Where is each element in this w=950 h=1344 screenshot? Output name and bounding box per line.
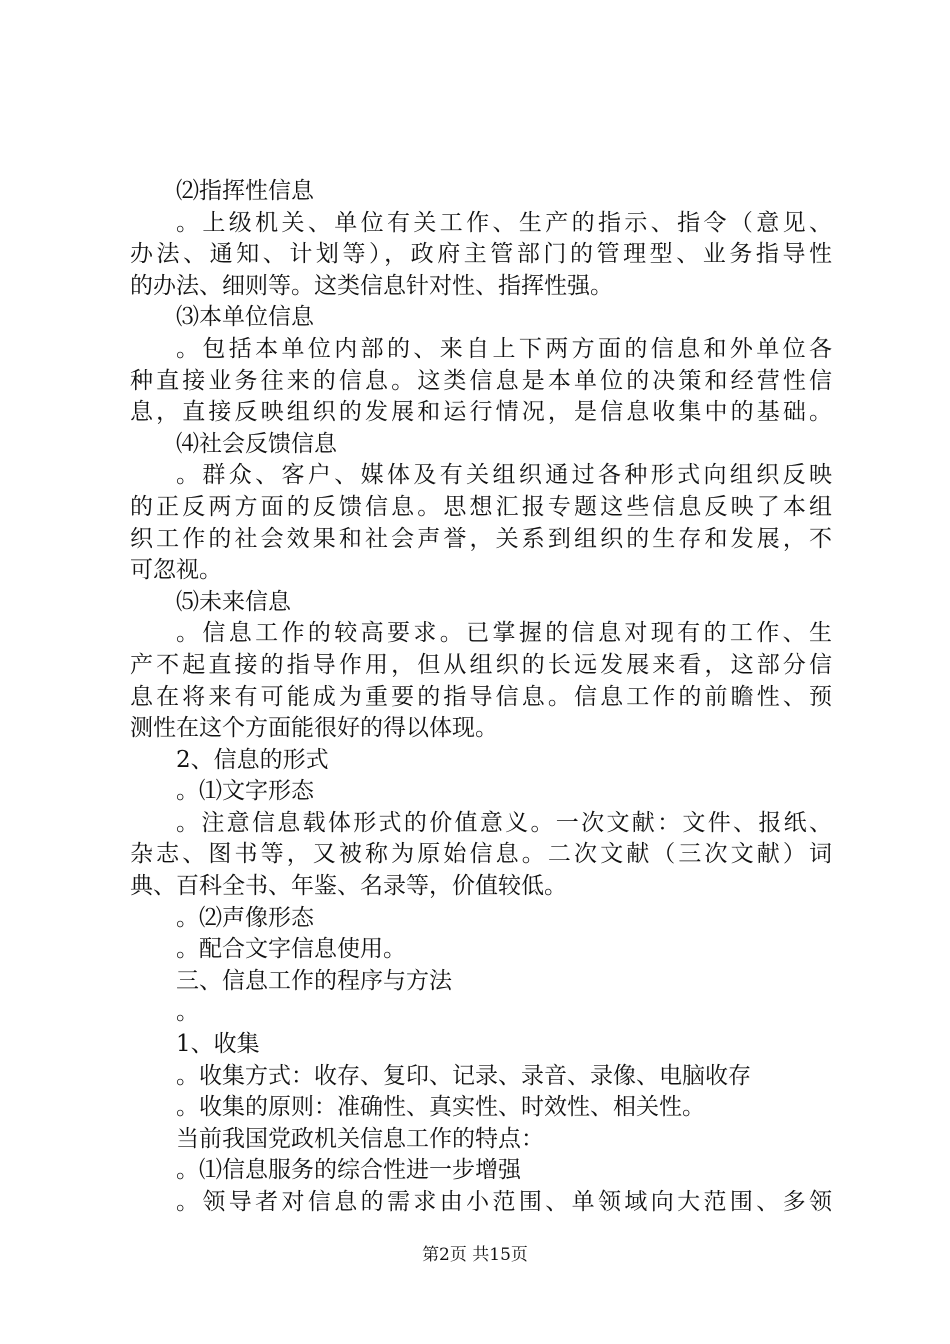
paragraph-line: 种直接业务往来的信息。这类信息是本单位的决策和经营性信 [130, 367, 832, 394]
paragraph-line: 。注意信息载体形式的价值意义。一次文献：文件、报纸、 [176, 809, 832, 836]
subsection-heading: 。⑵声像形态 [176, 904, 314, 931]
section-heading: ⑸未来信息 [176, 588, 291, 615]
section-heading: 2、信息的形式 [176, 746, 329, 773]
paragraph-line: 。包括本单位内部的、来自上下两方面的信息和外单位各 [176, 335, 832, 362]
paragraph-line: 的办法、细则等。这类信息针对性、指挥性强。 [130, 272, 613, 299]
paragraph-line: 的正反两方面的反馈信息。思想汇报专题这些信息反映了本组 [130, 493, 832, 520]
section-heading: ⑵指挥性信息 [176, 178, 314, 204]
paragraph-line: 。领导者对信息的需求由小范围、单领域向大范围、多领 [176, 1189, 832, 1215]
paragraph-line: 织工作的社会效果和社会声誉，关系到组织的生存和发展，不 [130, 525, 832, 552]
paragraph-line: 。上级机关、单位有关工作、生产的指示、指令（意见、 [176, 209, 832, 236]
section-heading: ⑷社会反馈信息 [176, 430, 337, 457]
paragraph-line: 办法、通知、计划等），政府主管部门的管理型、业务指导性 [130, 241, 832, 268]
paragraph-line: 。信息工作的较高要求。已掌握的信息对现有的工作、生 [176, 620, 832, 647]
paragraph-line: 。⑴信息服务的综合性进一步增强 [176, 1157, 521, 1184]
paragraph-line: 典、百科全书、年鉴、名录等，价值较低。 [130, 873, 567, 900]
paragraph-line: 可忽视。 [130, 557, 222, 584]
paragraph-line: 。配合文字信息使用。 [176, 936, 406, 963]
paragraph-line: 测性在这个方面能很好的得以体现。 [130, 715, 498, 742]
document-body [130, 176, 832, 1219]
paragraph-line: 。 [176, 999, 199, 1026]
paragraph-line: 杂志、图书等，又被称为原始信息。二次文献（三次文献）词 [130, 841, 832, 868]
section-heading: ⑶本单位信息 [176, 304, 314, 331]
paragraph-line: 。收集的原则：准确性、真实性、时效性、相关性。 [176, 1094, 705, 1121]
paragraph-line: 当前我国党政机关信息工作的特点： [176, 1125, 544, 1152]
section-heading: 三、信息工作的程序与方法 [176, 967, 452, 994]
paragraph-line: 。收集方式：收存、复印、记录、录音、录像、电脑收存 [176, 1062, 751, 1089]
paragraph-line: 产不起直接的指导作用，但从组织的长远发展来看，这部分信 [130, 651, 832, 678]
paragraph-line: 息，直接反映组织的发展和运行情况，是信息收集中的基础。 [130, 399, 832, 426]
section-heading: 1、收集 [176, 1031, 260, 1058]
paragraph-line: 。群众、客户、媒体及有关组织通过各种形式向组织反映 [176, 462, 832, 489]
page-number-footer: 第2页 共15页 [422, 1245, 528, 1265]
subsection-heading: 。⑴文字形态 [176, 778, 314, 805]
paragraph-line: 息在将来有可能成为重要的指导信息。信息工作的前瞻性、预 [130, 683, 832, 710]
